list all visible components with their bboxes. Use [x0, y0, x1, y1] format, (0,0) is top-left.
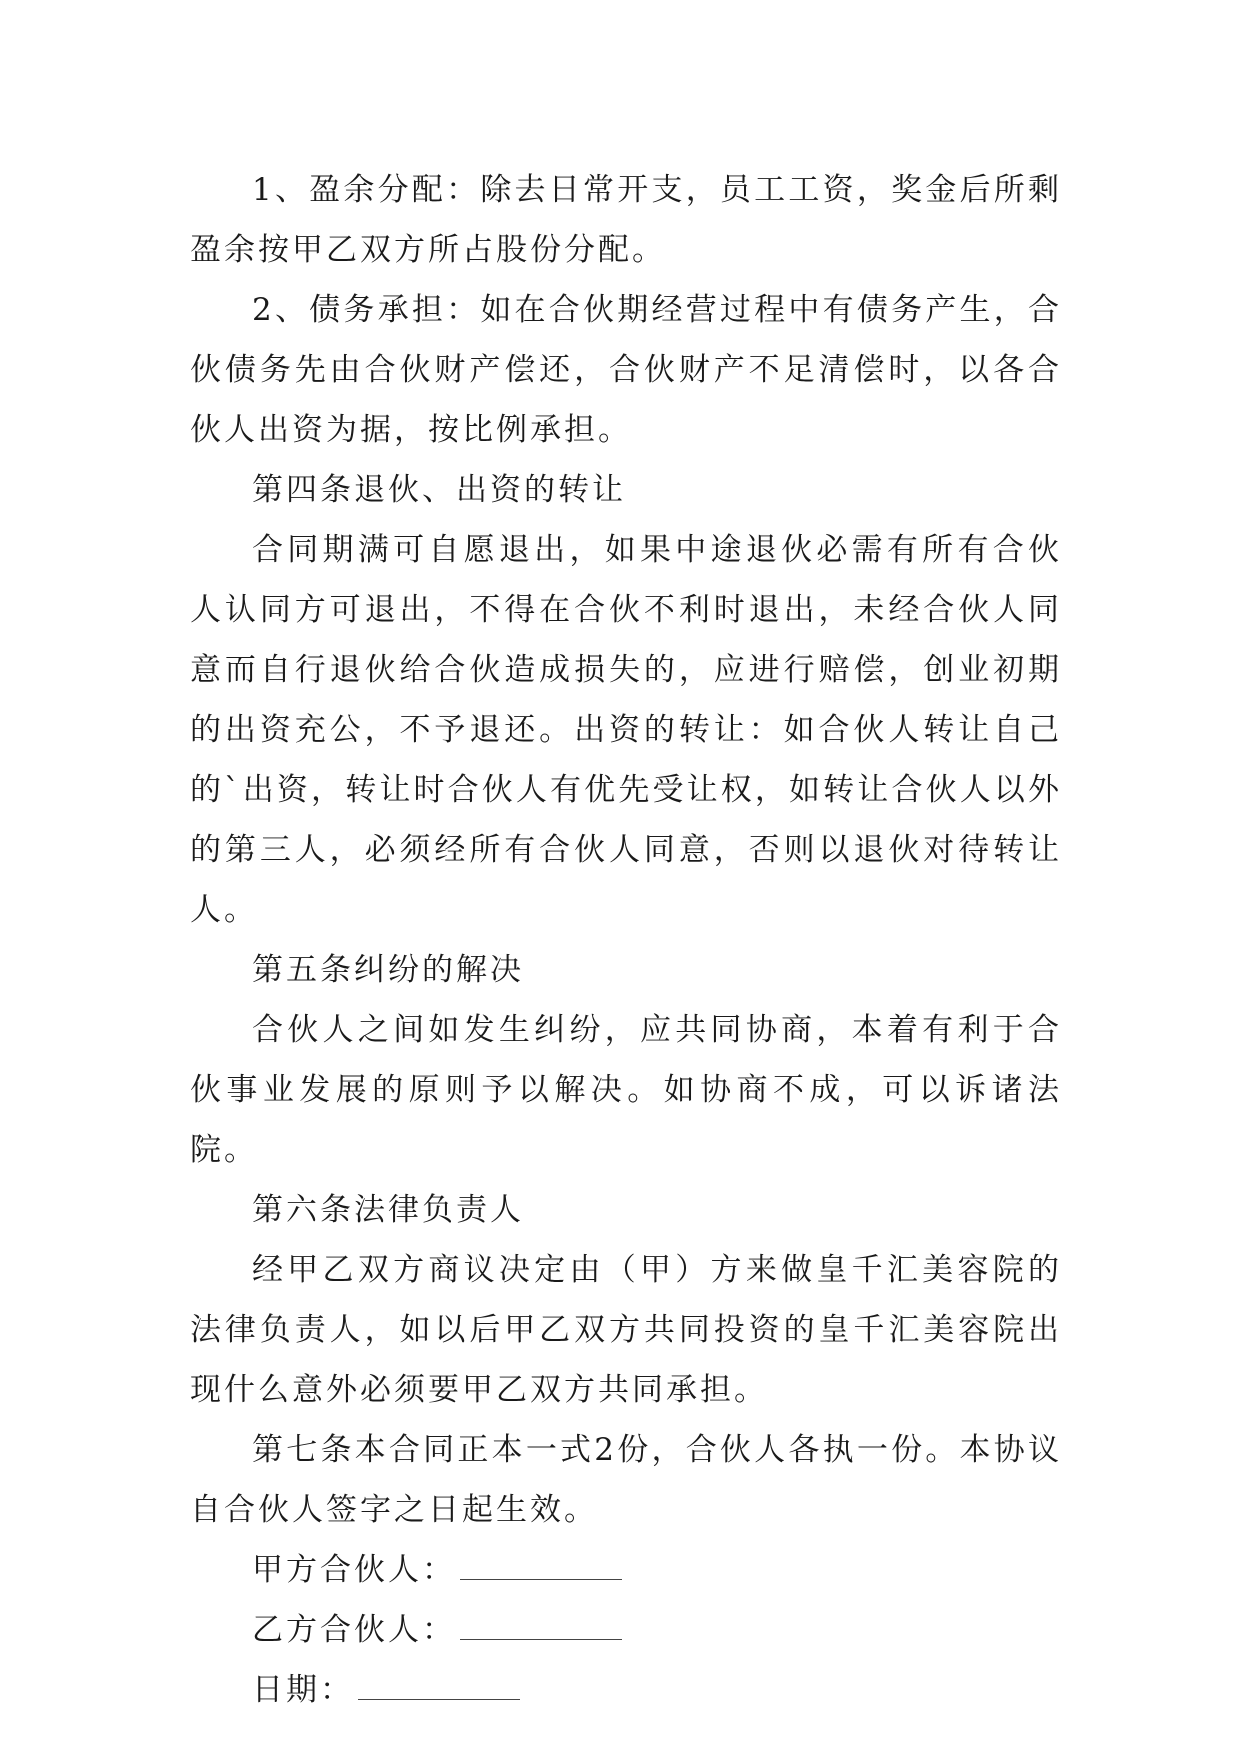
- article-5-heading: 第五条纠纷的解决: [252, 952, 524, 988]
- article-6-body: 经甲乙双方商议决定由（甲）方来做皇千汇美容院的法律负责人，如以后甲乙双方共同投资的皇千汇美容院出现什么意外必须要甲乙双方共同承担。: [190, 1252, 1062, 1408]
- article-6-heading: 第六条法律负责人: [252, 1192, 524, 1228]
- party-a-label: 甲方合伙人：: [252, 1552, 456, 1588]
- party-a-signature-line: [190, 1540, 1062, 1600]
- party-a-signature-blank: [460, 1547, 622, 1580]
- party-b-label: 乙方合伙人：: [252, 1612, 456, 1648]
- article-7-body: 第七条本合同正本一式2份，合伙人各执一份。本协议自合伙人签字之日起生效。: [190, 1432, 1062, 1528]
- date-blank: [358, 1667, 520, 1700]
- date-line: [190, 1660, 1062, 1720]
- date-label: 日期：: [252, 1672, 354, 1708]
- article-4-body: 合同期满可自愿退出，如果中途退伙必需有所有合伙人认同方可退出，不得在合伙不利时退出，未经合伙人同意而自行退伙给合伙造成损失的，应进行赔偿，创业初期的出资充公，不予退还。出资的转让：如合伙人转让自己的`出资，转让时合伙人有优先受让权，如转让合伙人以外的第三人，必须经所有合伙人同意，否则以退伙对待转让人。: [190, 532, 1062, 928]
- clause-profit-distribution: 1、盈余分配：除去日常开支，员工工资，奖金后所剩盈余按甲乙双方所占股份分配。: [190, 172, 1062, 268]
- document-body: [190, 160, 1062, 1720]
- clause-debt-bearing: 2、债务承担：如在合伙期经营过程中有债务产生，合伙债务先由合伙财产偿还，合伙财产不足清偿时，以各合伙人出资为据，按比例承担。: [190, 292, 1062, 448]
- party-b-signature-blank: [460, 1607, 622, 1640]
- article-4-heading: 第四条退伙、出资的转让: [252, 472, 626, 508]
- article-5-body: 合伙人之间如发生纠纷，应共同协商，本着有利于合伙事业发展的原则予以解决。如协商不成，可以诉诸法院。: [190, 1012, 1062, 1168]
- party-b-signature-line: [190, 1600, 1062, 1660]
